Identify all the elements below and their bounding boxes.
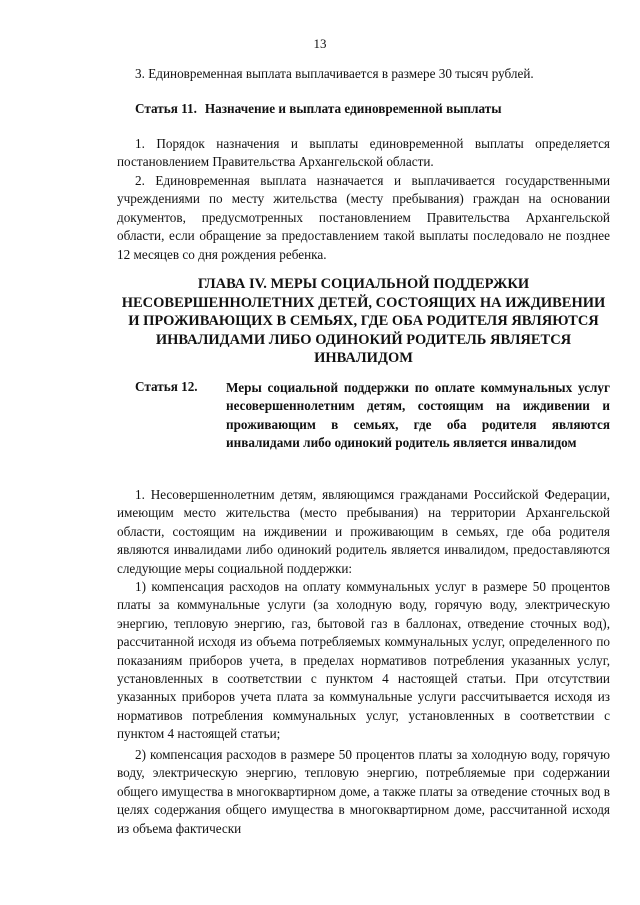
- paragraph-payment-amount: 3. Единовременная выплата выплачивается в размере 30 тысяч рублей.: [135, 66, 534, 81]
- article-11-paragraph-1: 1. Порядок назначения и выплаты единовременной выплаты определяется постановлением Правительства Архангельской области.: [117, 136, 610, 170]
- article-12-paragraph-1: 1. Несовершеннолетним детям, являющимся гражданами Российской Федерации, имеющим место жительства (место пребывания) на территории Архангельской области, состоящим на иждивении и проживающим в семьях, где оба родителя являются инвалидами либо одинокий родитель является инвалидом, предоставляются следующие меры социальной поддержки:: [117, 487, 610, 576]
- page-number: 13: [313, 36, 327, 51]
- article-11-label: Статья 11.: [135, 101, 197, 116]
- chapter-4-title: ГЛАВА IV. МЕРЫ СОЦИАЛЬНОЙ ПОДДЕРЖКИ НЕСОВЕРШЕННОЛЕТНИХ ДЕТЕЙ, СОСТОЯЩИХ НА ИЖДИВЕНИИ И ПРОЖИВАЮЩИХ В СЕМЬЯХ, ГДЕ ОБА РОДИТЕЛЯ ЯВЛЯЮТСЯ ИНВАЛИДАМИ ЛИБО ОДИНОКИЙ РОДИТЕЛЬ ЯВЛЯЕТСЯ ИНВАЛИДОМ: [121, 276, 606, 366]
- article-12-title: Меры социальной поддержки по оплате коммунальных услуг несовершеннолетним детям, состоящим на иждивении и проживающим в семьях, где оба родителя являются инвалидами либо одинокий родитель является инвалидом: [226, 380, 610, 451]
- article-11-heading: [135, 101, 510, 117]
- article-12-label: Статья 12.: [135, 379, 198, 394]
- article-11-paragraph-2: 2. Единовременная выплата назначается и выплачивается государственными учреждениями по месту жительства (месту пребывания) граждан на основании документов, предусмотренных постановлением Правительства Архангельской области, если обращение за предоставлением такой выплаты последовало не позднее 12 месяцев со дня рождения ребенка.: [117, 173, 610, 262]
- article-12-item-1: 1) компенсация расходов на оплату коммунальных услуг в размере 50 процентов платы за коммунальные услуги (за холодную воду, горячую воду, электрическую энергию, тепловую энергию, газ, бытовой газ в баллонах, отведение сточных вод), рассчитанной исходя из объема потребляемых коммунальных услуг, определенного по показаниям приборов учета, в пределах нормативов потребления указанных услуг, установленных в соответствии с пунктом 4 настоящей статьи. При отсутствии указанных приборов учета плата за коммунальные услуги рассчитывается исходя из нормативов потребления коммунальных услуг, установленных в соответствии с пунктом 4 настоящей статьи;: [117, 579, 610, 742]
- article-11-title: Назначение и выплата единовременной выплаты: [204, 101, 502, 116]
- article-12-item-2: 2) компенсация расходов в размере 50 процентов платы за холодную воду, горячую воду, электрическую энергию, тепловую энергию, потребляемые при содержании общего имущества в многоквартирном доме, а также платы за отведение сточных вод в целях содержания общего имущества в многоквартирном доме, рассчитанной исходя из объема фактически: [117, 747, 610, 836]
